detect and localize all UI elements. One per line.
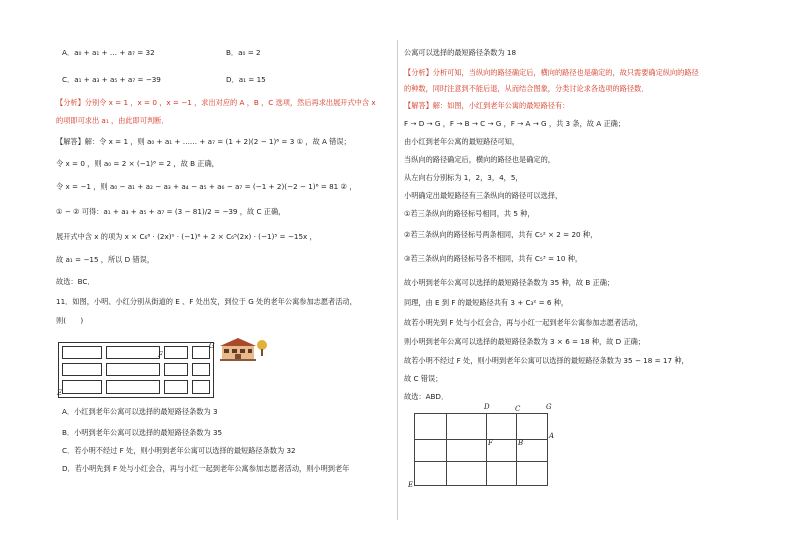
block: [106, 346, 160, 359]
analysis-line-1: 【分析】分别令 x = 1 ，x = 0 ，x = −1 ，求出对应的 A ，B ，C 选项，然后再求出展开式中含 x: [56, 98, 376, 107]
right-line-18: 故 C 错误；: [404, 374, 443, 383]
analysis-line-2: 的项即可求出 a₁ ，由此即可判断．: [56, 116, 169, 125]
right-line-1: 公寓可以选择的最短路径条数为 18: [404, 48, 517, 57]
column-divider: [397, 40, 398, 520]
grid-label-e: E: [408, 481, 414, 489]
q11-option-d: D．若小明先到 F 处与小红会合，再与小红一起到老年公寓参加志愿者活动，则小明到老年: [62, 464, 350, 473]
right-line-7: 当纵向的路径确定后，横向的路径也是确定的，: [404, 155, 555, 164]
right-line-14: 同理，由 E 到 F 的最短路径共有 3 + C₃² = 6 种，: [404, 298, 569, 307]
grid-label-d: D: [484, 403, 490, 411]
street-map-figure: [58, 342, 268, 400]
question-11-paren: 则( ): [56, 316, 84, 325]
block: [62, 380, 102, 394]
label-g: G: [209, 342, 215, 350]
right-line-12: ③若三条纵向的路径标号各不相同，共有 C₅³ = 10 种，: [404, 254, 583, 263]
right-analysis-1: 【分析】分析可知，当纵向的路径确定后，横向的路径也是确定的，故只需要确定纵向的路径: [404, 68, 699, 77]
option-c: C．a₁ + a₃ + a₅ + a₇ = −39: [62, 75, 161, 84]
grid-label-g: G: [546, 403, 552, 411]
right-line-19: 故选：ABD．: [404, 392, 449, 401]
right-line-10: ①若三条纵向的路径标号相同，共 5 种，: [404, 209, 535, 218]
grid-label-c: C: [515, 405, 521, 413]
option-d: D．a₁ = 15: [226, 75, 266, 84]
block: [192, 363, 210, 376]
tree-icon: [256, 339, 268, 357]
q11-option-c: C．若小明不经过 F 处，则小明到老年公寓可以选择的最短路径条数为 32: [62, 446, 296, 455]
answer-line-2: 令 x = 0 ，则 a₀ = 2 × (−1)⁶ = 2 ，故 B 正确，: [56, 159, 219, 168]
grid-label-b: B: [518, 439, 524, 447]
answer-line-3: 令 x = −1 ，则 a₀ − a₁ + a₂ − a₃ + a₄ − a₅ + a₆ − a₇ = (−1 + 2)(−2 − 1)⁶ = 81 ② ，: [56, 182, 357, 191]
block: [192, 380, 210, 394]
right-line-13: 故小明到老年公寓可以选择的最短路径条数为 35 种，故 B 正确；: [404, 278, 615, 287]
answer-line-4: ① − ② 可得：a₁ + a₃ + a₅ + a₇ = (3 − 81)/2 = −39 ，故 C 正确，: [56, 207, 286, 216]
right-line-8: 从左向右分别标为 1，2，3，4，5，: [404, 173, 523, 182]
right-line-6: 由小红到老年公寓的最短路径可知，: [404, 137, 520, 146]
right-line-15: 故若小明先到 F 处与小红会合，再与小红一起到老年公寓参加志愿者活动，: [404, 318, 643, 327]
block: [192, 346, 210, 359]
answer-line-6: 故 a₁ = −15 ，所以 D 错误，: [56, 255, 155, 264]
answer-line-5: 展开式中含 x 的项为 x × C₆⁶ · (2x)⁰ · (−1)⁶ + 2 × C₆⁵(2x) · (−1)⁵ = −15x ，: [56, 232, 317, 241]
block: [106, 363, 160, 376]
option-a: A．a₀ + a₁ + … + a₇ = 32: [62, 48, 155, 57]
question-11: 11．如图，小明、小红分别从街道的 E 、F 处出发，到位于 G 处的老年公寓参加志愿者活动，: [56, 297, 357, 306]
choose-line: 故选：BC．: [56, 277, 95, 286]
block: [62, 363, 102, 376]
path-grid-diagram: [400, 405, 560, 490]
q11-option-b: B．小明到老年公寓可以选择的最短路径条数为 35: [62, 428, 223, 437]
elderly-home-building-icon: [218, 336, 258, 362]
label-f: F: [158, 351, 163, 359]
right-answer-head: 【解答】解：如图，小红到老年公寓的最短路径有：: [404, 101, 570, 110]
block: [164, 363, 188, 376]
block: [62, 346, 102, 359]
right-analysis-2: 的种数，同时注意到不能后退，从而结合图象，分类讨论求各选项的路径数．: [404, 84, 649, 93]
block: [164, 346, 188, 359]
right-line-16: 则小明到老年公寓可以选择的最短路径条数为 3 × 6 = 18 种，故 D 正确；: [404, 337, 646, 346]
block: [164, 380, 188, 394]
right-line-11: ②若三条纵向的路径标号两条相同，共有 C₅² × 2 = 20 种，: [404, 230, 598, 239]
grid-label-a: A: [549, 432, 555, 440]
label-e: E: [57, 389, 63, 397]
right-line-5: F → D → G ，F → B → C → G ，F → A → G ，共 3 条，故 A 正确；: [404, 119, 626, 128]
grid-label-f: F: [488, 439, 493, 447]
answer-line-1: 【解答】解：令 x = 1 ，则 a₀ + a₁ + …… + a₇ = (1 + 2)(2 − 1)⁶ = 3 ① ，故 A 错误；: [56, 137, 351, 146]
block: [106, 380, 160, 394]
right-line-17: 故若小明不经过 F 处，则小明到老年公寓可以选择的最短路径条数为 35 − 18 = 17 种，: [404, 356, 689, 365]
option-b: B．a₀ = 2: [226, 48, 261, 57]
right-line-9: 小明确定出最短路径有三条纵向的路径可以选择，: [404, 191, 563, 200]
q11-option-a: A．小红到老年公寓可以选择的最短路径条数为 3: [62, 407, 218, 416]
